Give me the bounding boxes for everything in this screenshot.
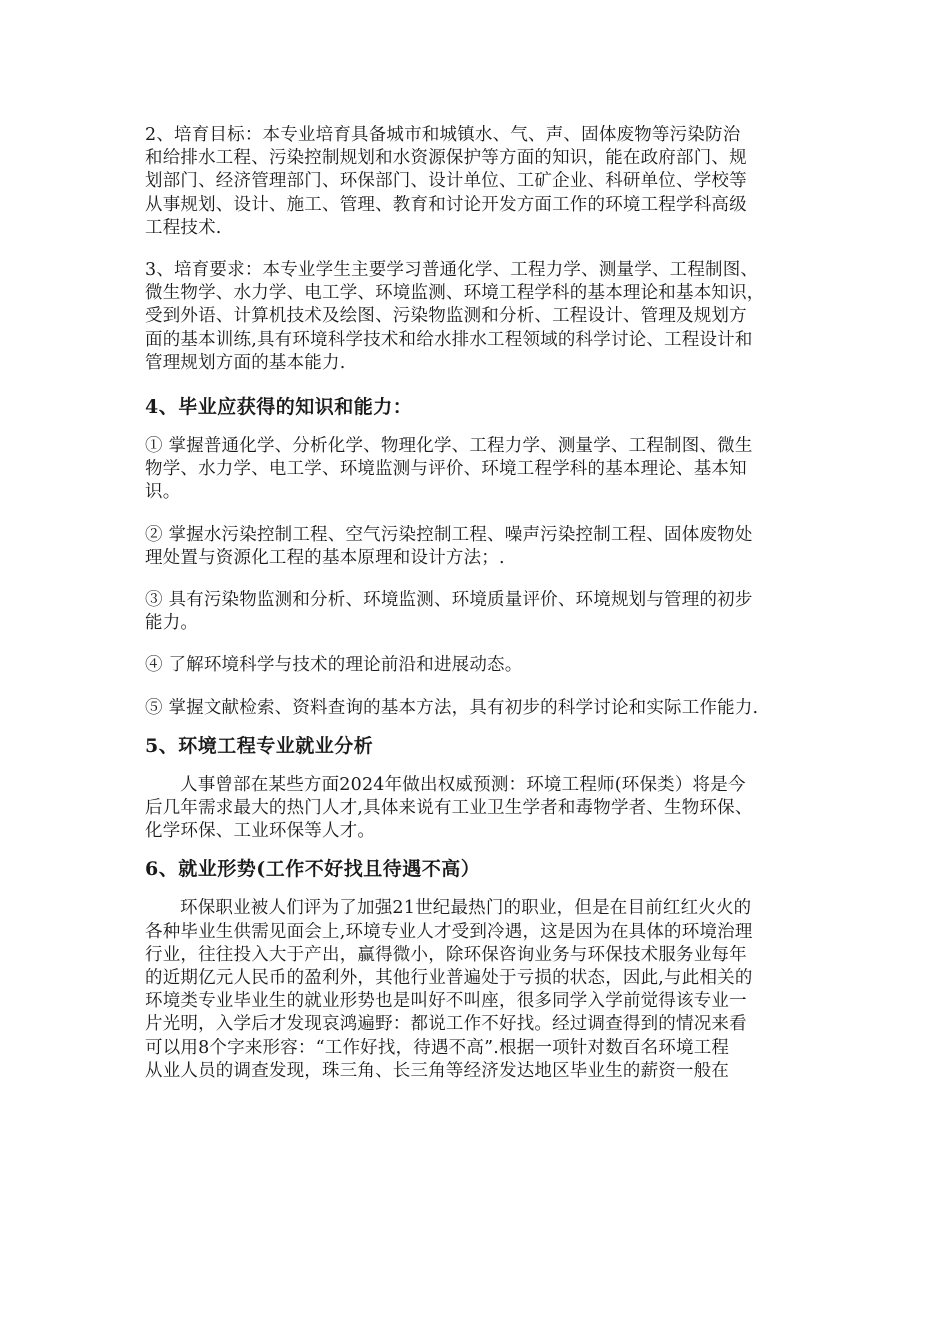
text-line: 能力。 xyxy=(145,613,199,634)
text-line: 化学环保、工业环保等人才。 xyxy=(145,821,376,842)
text-line: 的近期亿元人民币的盈利外，其他行业普遍处于亏损的状态，因此,与此相关的 xyxy=(145,968,753,989)
section-heading-employment-situation: 6、就业形势(工作不好找且待遇不高） xyxy=(145,858,481,881)
section-training-requirements xyxy=(145,259,810,375)
text-line: 微生物学、水力学、电工学、环境监测、环境工程学科的基本理论和基本知识， xyxy=(145,283,765,304)
text-line: 人事曾部在某些方面2024年做出权威预测：环境工程师(环保类）将是今 xyxy=(180,774,746,795)
text-line: 环境类专业毕业生的就业形势也是叫好不叫座，很多同学入学前觉得该专业一 xyxy=(145,991,747,1012)
list-item xyxy=(145,654,810,677)
section-employment-situation xyxy=(145,897,810,1083)
text-line: 划部门、经济管理部门、环保部门、设计单位、工矿企业、科研单位、学校等 xyxy=(145,171,747,192)
list-item xyxy=(145,697,810,720)
text-line: ⑤ 掌握文献检索、资料查询的基本方法，具有初步的科学讨论和实际工作能力. xyxy=(145,697,759,718)
section-employment-analysis xyxy=(145,774,810,844)
text-line: ③ 具有污染物监测和分析、环境监测、环境质量评价、环境规划与管理的初步 xyxy=(145,590,753,611)
text-line: 可以用8个字来形容：“工作好找，待遇不高”.根据一项针对数百名环境工程 xyxy=(145,1037,730,1058)
section-training-goal xyxy=(145,124,810,240)
text-line: ① 掌握普通化学、分析化学、物理化学、工程力学、测量学、工程制图、微生 xyxy=(145,436,753,457)
text-line: 识。 xyxy=(145,482,181,503)
text-line: 受到外语、计算机技术及绘图、污染物监测和分析、工程设计、管理及规划方 xyxy=(145,306,747,327)
text-line: 行业，往往投入大于产出，赢得微小，除环保咨询业务与环保技术服务业每年 xyxy=(145,944,747,965)
document-body xyxy=(145,124,810,1083)
text-line: 和给排水工程、污染控制规划和水资源保护等方面的知识，能在政府部门、规 xyxy=(145,148,747,169)
text-line: 从事规划、设计、施工、管理、教育和讨论开发方面工作的环境工程学科高级 xyxy=(145,194,747,215)
text-line: 管理规划方面的基本能力. xyxy=(145,352,346,373)
text-line: ④ 了解环境科学与技术的理论前沿和进展动态。 xyxy=(145,655,523,676)
text-line: 理处置与资源化工程的基本原理和设计方法；. xyxy=(145,547,505,568)
section-heading-employment-analysis: 5、环境工程专业就业分析 xyxy=(145,734,374,757)
text-line: ② 掌握水污染控制工程、空气污染控制工程、噪声污染控制工程、固体废物处 xyxy=(145,524,753,545)
text-line: 各种毕业生供需见面会上,环境专业人才受到冷遇，这是因为在具体的环境治理 xyxy=(145,921,753,942)
text-line: 2、培育目标：本专业培育具备城市和城镇水、气、声、固体废物等污染防治 xyxy=(145,125,741,145)
text-line: 工程技术. xyxy=(145,217,222,238)
section-heading-knowledge: 4、毕业应获得的知识和能力： xyxy=(145,396,413,419)
text-line: 面的基本训练,具有环境科学技术和给水排水工程领域的科学讨论、工程设计和 xyxy=(145,329,753,350)
list-item xyxy=(145,435,810,505)
text-line: 从业人员的调查发现，珠三角、长三角等经济发达地区毕业生的薪资一般在 xyxy=(145,1060,730,1081)
text-line: 片光明，入学后才发现哀鸿遍野：都说工作不好找。经过调查得到的情况来看 xyxy=(145,1014,747,1035)
text-line: 后几年需求最大的热门人才,具体来说有工业卫生学者和毒物学者、生物环保、 xyxy=(145,798,753,819)
text-line: 3、培育要求：本专业学生主要学习普通化学、工程力学、测量学、工程制图、 xyxy=(145,260,759,281)
text-line: 环保职业被人们评为了加强21世纪最热门的职业，但是在目前红红火火的 xyxy=(180,898,752,919)
text-line: 物学、水力学、电工学、环境监测与评价、环境工程学科的基本理论、基本知 xyxy=(145,459,747,480)
list-item xyxy=(145,589,810,635)
list-item xyxy=(145,524,810,570)
